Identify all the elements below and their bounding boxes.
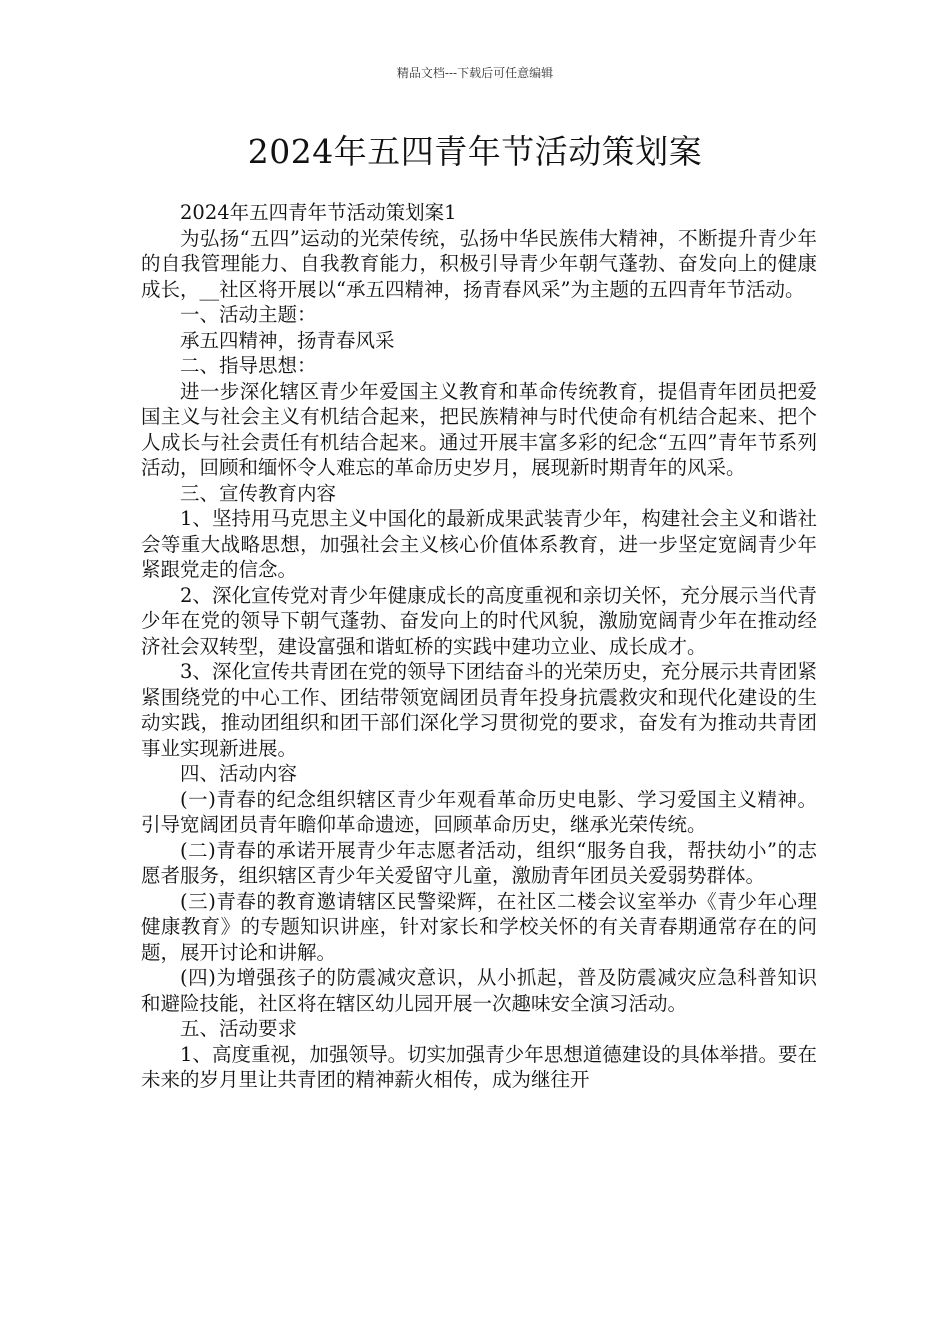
paragraph: 2024年五四青年节活动策划案1 (180, 201, 457, 224)
paragraph: 1、高度重视，加强领导。切实加强青少年思想道德建设的具体举措。要在未来的岁月里让共青团的精神薪火相传，成为继往开 (141, 1042, 817, 1091)
paragraph: 2、深化宣传党对青少年健康成长的高度重视和亲切关怀，充分展示当代青少年在党的领导下朝气蓬勃、奋发向上的时代风貌，激励宽阔青少年在推动经济社会双转型，建设富强和谐虹桥的实践中建功立业、成长成才。 (141, 583, 817, 658)
paragraph: 承五四精神，扬青春风采 (180, 328, 395, 352)
section-heading: 一、活动主题： (180, 303, 317, 326)
paragraph: 3、深化宣传共青团在党的领导下团结奋斗的光荣历史，充分展示共青团紧紧围绕党的中心工作、团结带领宽阔团员青年投身抗震救灾和现代化建设的生动实践，推动团组织和团干部们深化学习贯彻党的要求，奋发有为推动共青团事业实现新进展。 (141, 660, 817, 760)
section-heading: 五、活动要求 (180, 1017, 298, 1040)
paragraph: (二)青春的承诺开展青少年志愿者活动，组织“服务自我，帮扶幼小”的志愿者服务，组织辖区青少年关爱留守儿童，激励青年团员关爱弱势群体。 (141, 838, 817, 887)
paragraph: 1、坚持用马克思主义中国化的最新成果武装青少年，构建社会主义和谐社会等重大战略思想，加强社会主义核心价值体系教育，进一步坚定宽阔青少年紧跟党走的信念。 (141, 507, 817, 581)
paragraph: 进一步深化辖区青少年爱国主义教育和革命传统教育，提倡青年团员把爱国主义与社会主义有机结合起来，把民族精神与时代使命有机结合起来、把个人成长与社会责任有机结合起来。通过开展丰富多彩的纪念“五四”青年节系列活动，回顾和缅怀令人难忘的革命历史岁月，展现新时期青年的风采。 (141, 379, 817, 479)
paragraph: (一)青春的纪念组织辖区青少年观看革命历史电影、学习爱国主义精神。引导宽阔团员青年瞻仰革命遗迹，回顾革命历史，继承光荣传统。 (141, 787, 817, 836)
section-heading: 四、活动内容 (180, 762, 298, 785)
header-note: 精品文档---下载后可任意编辑 (396, 66, 554, 80)
paragraph: (三)青春的教育邀请辖区民警梁辉，在社区二楼会议室举办《青少年心理健康教育》的专题知识讲座，针对家长和学校关怀的有关青春期通常存在的问题，展开讨论和讲解。 (141, 889, 817, 964)
document-body (141, 200, 817, 1093)
section-heading: 二、指导思想： (180, 354, 317, 377)
section-heading: 三、宣传教育内容 (180, 481, 337, 505)
paragraph: 为弘扬“五四”运动的光荣传统，弘扬中华民族伟大精神，不断提升青少年的自我管理能力、自我教育能力，积极引导青少年朝气蓬勃、奋发向上的健康成长，__社区将开展以“承五四精神，扬青春风采”为主题的五四青年节活动。 (141, 226, 817, 301)
document-title: 2024年五四青年节活动策划案 (247, 132, 703, 171)
paragraph: (四)为增强孩子的防震减灾意识，从小抓起，普及防震减灾应急科普知识和避险技能，社区将在辖区幼儿园开展一次趣味安全演习活动。 (141, 966, 817, 1015)
